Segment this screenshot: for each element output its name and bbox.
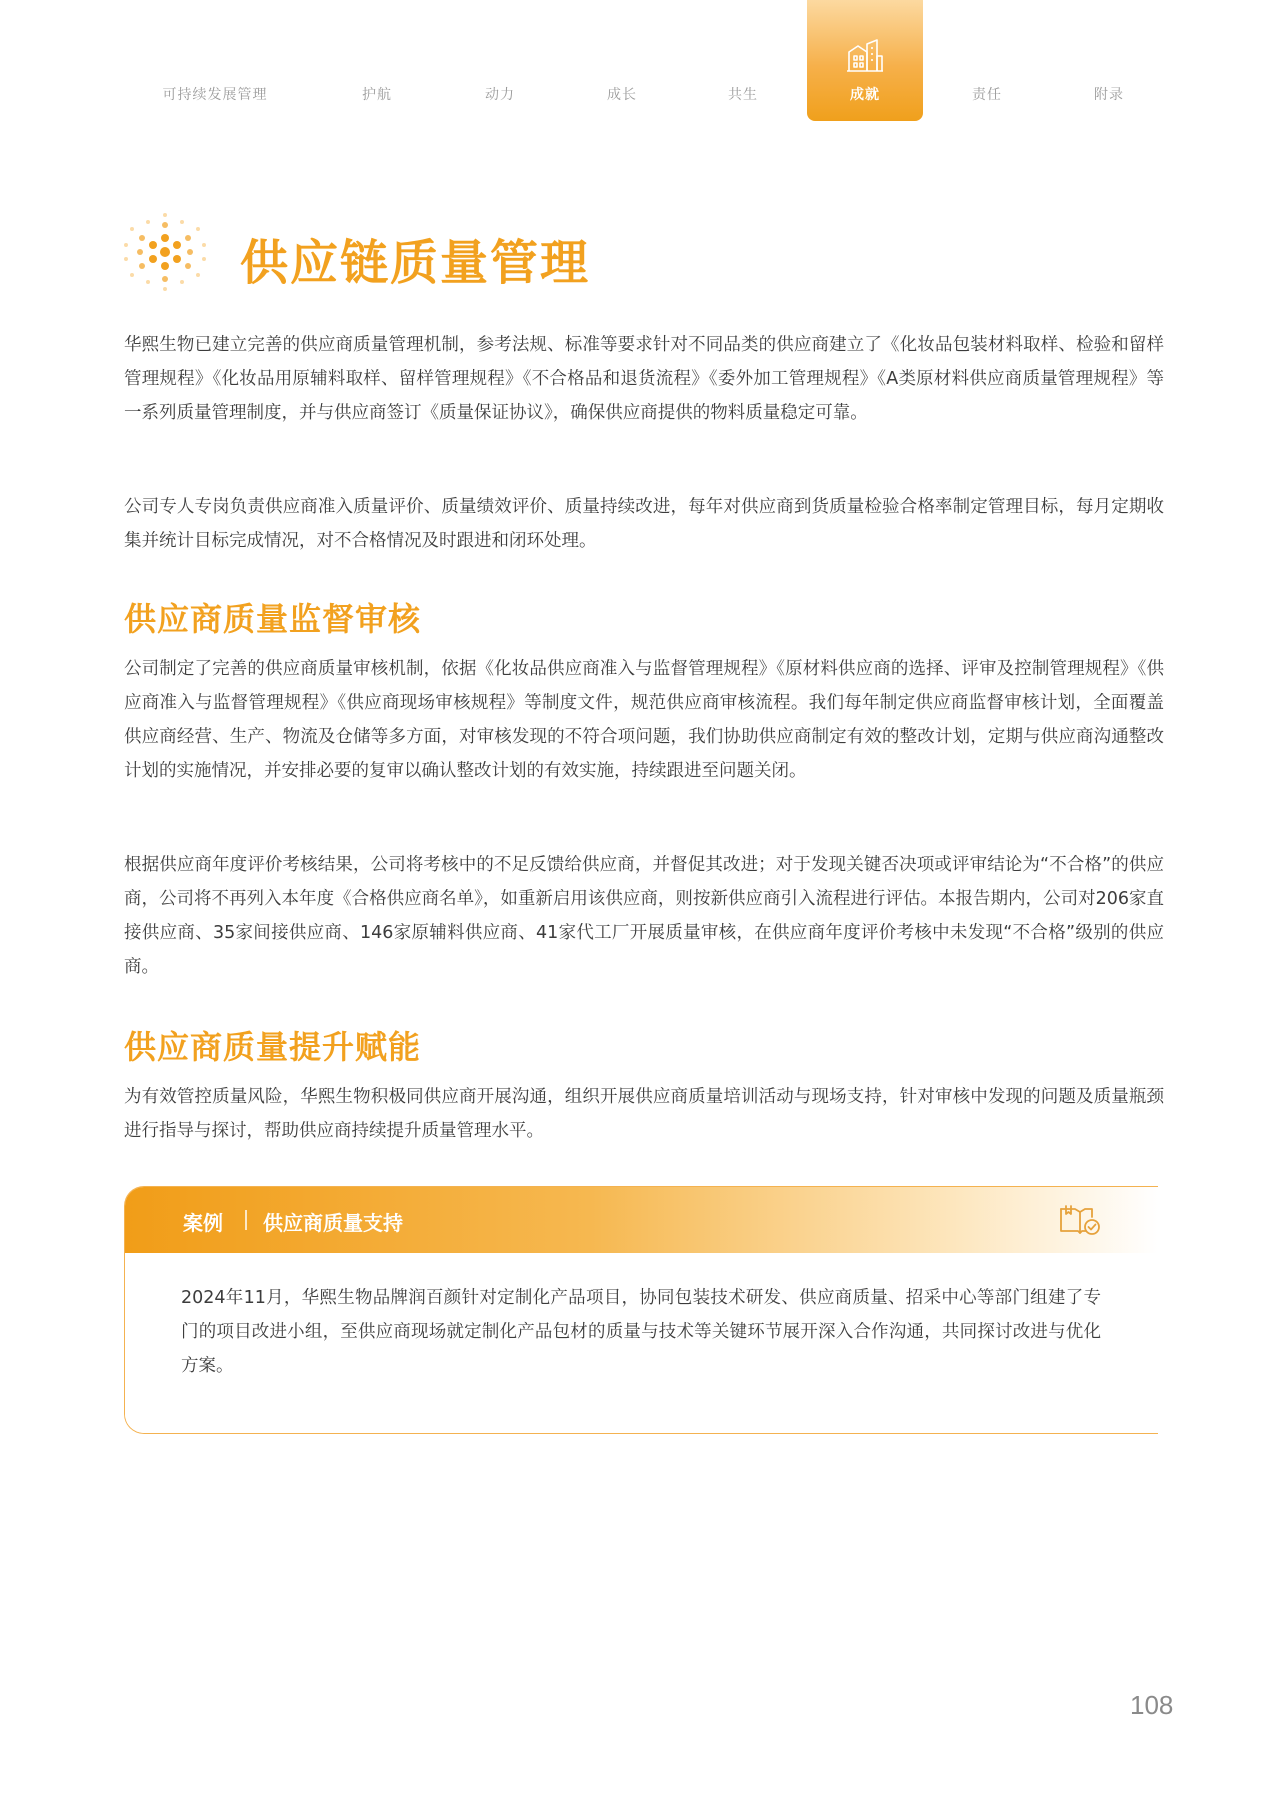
nav-item-growth[interactable]: 成长 — [607, 87, 637, 103]
case-text: 2024年11月，华熙生物品牌润百颜针对定制化产品项目，协同包装技术研发、供应商质量、招采中心等部门组建了专门的项目改进小组，至供应商现场就定制化产品包材的质量与技术等关键环节展开深入合作沟通，共同探讨改进与优化方案。 — [181, 1288, 1101, 1376]
section-audit-paragraph-2: 根据供应商年度评价考核结果，公司将考核中的不足反馈给供应商，并督促其改进；对于发现关键否决项或评审结论为“不合格”的供应商，公司将不再列入本年度《合格供应商名单》，如重新启用该供应商，则按新供应商引入流程进行评估。本报告期内，公司对206家直接供应商、35家间接供应商、146家原辅料供应商、41家代工厂开展质量审核，在供应商年度评价考核中未发现“不合格”级别的供应商。 — [124, 855, 1164, 977]
section-audit-paragraph-1: 公司制定了完善的供应商质量审核机制，依据《化妆品供应商准入与监督管理规程》《原材料供应商的选择、评审及控制管理规程》《供应商准入与监督管理规程》《供应商现场审核规程》等制度文件，规范供应商审核流程。我们每年制定供应商监督审核计划，全面覆盖供应商经营、生产、物流及仓储等多方面，对审核发现的不符合项问题，我们协助供应商制定有效的整改计划，定期与供应商沟通整改计划的实施情况，并安排必要的复审以确认整改计划的有效实施，持续跟进至问题关闭。 — [124, 659, 1164, 781]
case-header — [125, 1187, 1158, 1253]
section-empower-paragraph-1: 为有效管控质量风险，华熙生物积极同供应商开展沟通，组织开展供应商质量培训活动与现场支持，针对审核中发现的问题及质量瓶颈进行指导与探讨，帮助供应商持续提升质量管理水平。 — [124, 1087, 1164, 1141]
dot-burst-icon — [120, 212, 210, 292]
nav-item-sustainability[interactable]: 可持续发展管理 — [162, 87, 268, 103]
page-title: 供应链质量管理 — [240, 235, 591, 291]
top-nav — [0, 0, 1280, 122]
building-icon — [846, 38, 884, 72]
case-box — [124, 1186, 1158, 1434]
nav-item-achievement-active[interactable] — [807, 0, 923, 121]
case-divider — [245, 1210, 247, 1230]
book-check-icon — [1058, 1203, 1102, 1237]
case-title: 供应商质量支持 — [263, 1211, 403, 1235]
nav-item-appendix[interactable]: 附录 — [1094, 87, 1124, 103]
section-heading-empower: 供应商质量提升赋能 — [124, 1028, 422, 1066]
intro-paragraph-2: 公司专人专岗负责供应商准入质量评价、质量绩效评价、质量持续改进，每年对供应商到货质量检验合格率制定管理目标，每月定期收集并统计目标完成情况，对不合格情况及时跟进和闭环处理。 — [124, 497, 1164, 551]
page-number: 108 — [1130, 1690, 1174, 1720]
nav-item-achievement-label: 成就 — [850, 87, 880, 103]
nav-item-symbiosis[interactable]: 共生 — [728, 87, 758, 103]
section-heading-audit: 供应商质量监督审核 — [124, 600, 422, 638]
case-tag: 案例 — [183, 1211, 223, 1235]
nav-item-power[interactable]: 动力 — [485, 87, 515, 103]
nav-item-responsibility[interactable]: 责任 — [972, 87, 1002, 103]
intro-paragraph-1: 华熙生物已建立完善的供应商质量管理机制，参考法规、标准等要求针对不同品类的供应商建立了《化妆品包装材料取样、检验和留样管理规程》《化妆品用原辅料取样、留样管理规程》《不合格品和退货流程》《委外加工管理规程》《A类原材料供应商质量管理规程》等一系列质量管理制度，并与供应商签订《质量保证协议》，确保供应商提供的物料质量稳定可靠。 — [124, 335, 1164, 423]
nav-item-escort[interactable]: 护航 — [362, 87, 392, 103]
case-body — [125, 1253, 1158, 1434]
